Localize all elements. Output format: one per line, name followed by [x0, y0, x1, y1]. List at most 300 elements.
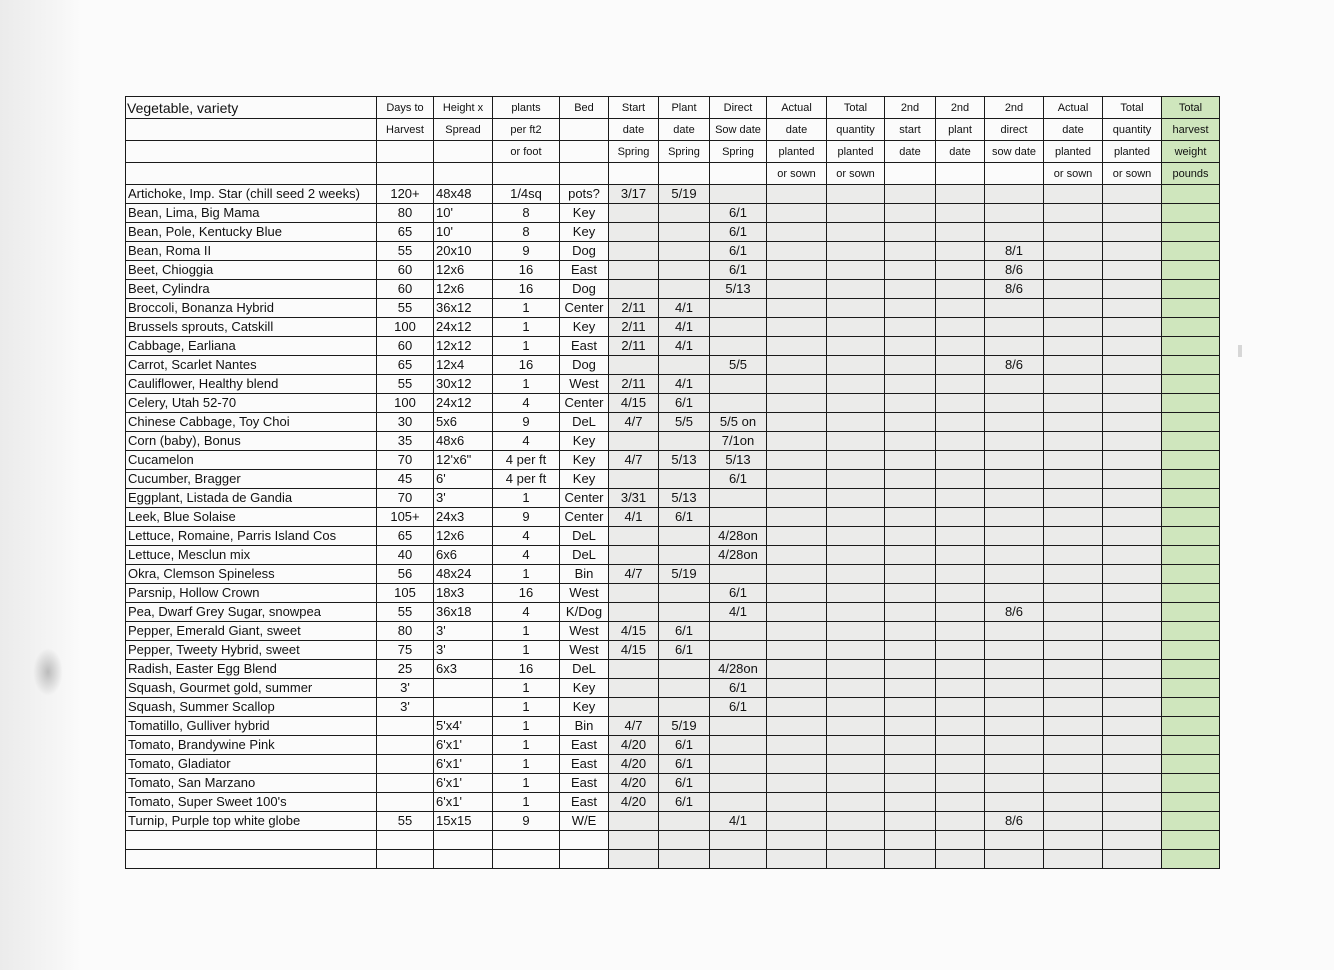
cell-2nd-plant-date — [936, 318, 985, 337]
cell-plants-per-ft: 9 — [493, 242, 560, 261]
cell-direct-sow-spring: 6/1 — [710, 698, 767, 717]
header-cell-2nd-plant-date: date — [936, 141, 985, 163]
cell-plant-date-spring: 4/1 — [659, 375, 710, 394]
cell-2nd-plant-date — [936, 261, 985, 280]
cell-height-spread: 36x18 — [434, 603, 493, 622]
cell-start-date-spring: 2/11 — [609, 318, 659, 337]
cell-height-spread: 30x12 — [434, 375, 493, 394]
cell-start-date-spring: 4/7 — [609, 565, 659, 584]
cell-2nd-actual-date-planted — [1044, 470, 1103, 489]
cell-2nd-plant-date — [936, 375, 985, 394]
cell-plant-date-spring: 6/1 — [659, 641, 710, 660]
cell-2nd-direct-sow: 8/6 — [985, 603, 1044, 622]
cell-direct-sow-spring: 4/28on — [710, 660, 767, 679]
cell-height-spread: 6'x1' — [434, 755, 493, 774]
cell-plant-date-spring: 4/1 — [659, 318, 710, 337]
cell-total-harvest-weight — [1162, 546, 1220, 565]
cell-2nd-direct-sow — [985, 394, 1044, 413]
cell-total-harvest-weight — [1162, 622, 1220, 641]
cell-total-harvest-weight — [1162, 242, 1220, 261]
header-cell-total-harvest-weight: harvest — [1162, 119, 1220, 141]
cell-days-to-harvest: 120+ — [377, 185, 434, 204]
cell-actual-date-planted — [767, 831, 827, 850]
cell-plant-date-spring — [659, 280, 710, 299]
cell-start-date-spring: 2/11 — [609, 337, 659, 356]
cell-total-harvest-weight — [1162, 261, 1220, 280]
table-row — [126, 622, 1220, 641]
cell-actual-date-planted — [767, 774, 827, 793]
cell-height-spread: 48x6 — [434, 432, 493, 451]
cell-height-spread: 6' — [434, 470, 493, 489]
cell-2nd-start-date — [885, 622, 936, 641]
cell-total-quantity-planted — [827, 356, 885, 375]
cell-2nd-total-quantity — [1103, 698, 1162, 717]
cell-plant-date-spring — [659, 679, 710, 698]
cell-plant-date-spring: 5/13 — [659, 489, 710, 508]
header-cell-vegetable-variety — [126, 141, 377, 163]
cell-vegetable-variety: Pepper, Emerald Giant, sweet — [126, 622, 377, 641]
cell-days-to-harvest: 105+ — [377, 508, 434, 527]
cell-2nd-direct-sow — [985, 717, 1044, 736]
cell-days-to-harvest — [377, 736, 434, 755]
cell-2nd-total-quantity — [1103, 812, 1162, 831]
cell-plants-per-ft: 16 — [493, 356, 560, 375]
cell-vegetable-variety: Lettuce, Mesclun mix — [126, 546, 377, 565]
cell-plants-per-ft: 16 — [493, 261, 560, 280]
cell-direct-sow-spring: 6/1 — [710, 223, 767, 242]
cell-bed: East — [560, 774, 609, 793]
header-cell-days-to-harvest — [377, 163, 434, 185]
cell-start-date-spring — [609, 280, 659, 299]
cell-total-quantity-planted — [827, 622, 885, 641]
cell-total-harvest-weight — [1162, 356, 1220, 375]
cell-direct-sow-spring — [710, 375, 767, 394]
cell-total-harvest-weight — [1162, 603, 1220, 622]
cell-direct-sow-spring — [710, 394, 767, 413]
cell-total-quantity-planted — [827, 527, 885, 546]
cell-2nd-start-date — [885, 223, 936, 242]
cell-bed: East — [560, 755, 609, 774]
cell-2nd-start-date — [885, 299, 936, 318]
cell-direct-sow-spring: 6/1 — [710, 242, 767, 261]
cell-height-spread: 6'x1' — [434, 793, 493, 812]
cell-2nd-direct-sow — [985, 204, 1044, 223]
table-row — [126, 584, 1220, 603]
cell-start-date-spring — [609, 223, 659, 242]
cell-2nd-total-quantity — [1103, 641, 1162, 660]
cell-2nd-start-date — [885, 394, 936, 413]
cell-days-to-harvest: 25 — [377, 660, 434, 679]
cell-2nd-plant-date — [936, 432, 985, 451]
cell-total-harvest-weight — [1162, 337, 1220, 356]
cell-direct-sow-spring: 6/1 — [710, 204, 767, 223]
cell-2nd-start-date — [885, 489, 936, 508]
cell-2nd-actual-date-planted — [1044, 679, 1103, 698]
cell-2nd-direct-sow — [985, 375, 1044, 394]
header-cell-direct-sow-spring: Spring — [710, 141, 767, 163]
cell-plants-per-ft: 1 — [493, 489, 560, 508]
header-cell-2nd-direct-sow: direct — [985, 119, 1044, 141]
header-cell-height-spread: Spread — [434, 119, 493, 141]
cell-direct-sow-spring — [710, 717, 767, 736]
cell-actual-date-planted — [767, 793, 827, 812]
cell-plants-per-ft: 1 — [493, 337, 560, 356]
header-cell-bed — [560, 163, 609, 185]
cell-total-quantity-planted — [827, 489, 885, 508]
cell-total-harvest-weight — [1162, 774, 1220, 793]
header-cell-bed — [560, 119, 609, 141]
cell-bed: Center — [560, 299, 609, 318]
cell-2nd-total-quantity — [1103, 736, 1162, 755]
cell-plant-date-spring: 6/1 — [659, 394, 710, 413]
cell-plant-date-spring — [659, 261, 710, 280]
cell-start-date-spring: 4/15 — [609, 394, 659, 413]
cell-total-quantity-planted — [827, 850, 885, 869]
cell-vegetable-variety: Tomato, Gladiator — [126, 755, 377, 774]
cell-2nd-total-quantity — [1103, 432, 1162, 451]
cell-2nd-total-quantity — [1103, 603, 1162, 622]
cell-direct-sow-spring: 4/1 — [710, 812, 767, 831]
table-row — [126, 223, 1220, 242]
cell-bed: DeL — [560, 546, 609, 565]
cell-2nd-direct-sow — [985, 299, 1044, 318]
cell-2nd-direct-sow — [985, 223, 1044, 242]
cell-plants-per-ft: 8 — [493, 223, 560, 242]
cell-2nd-start-date — [885, 717, 936, 736]
cell-2nd-plant-date — [936, 774, 985, 793]
cell-height-spread: 48x24 — [434, 565, 493, 584]
header-cell-actual-date-planted: or sown — [767, 163, 827, 185]
cell-2nd-actual-date-planted — [1044, 280, 1103, 299]
cell-2nd-direct-sow — [985, 451, 1044, 470]
cell-2nd-direct-sow: 8/1 — [985, 242, 1044, 261]
cell-total-harvest-weight — [1162, 736, 1220, 755]
cell-2nd-direct-sow: 8/6 — [985, 812, 1044, 831]
cell-days-to-harvest — [377, 793, 434, 812]
header-cell-2nd-start-date: 2nd — [885, 97, 936, 119]
cell-2nd-total-quantity — [1103, 850, 1162, 869]
header-row — [126, 119, 1220, 141]
cell-total-quantity-planted — [827, 185, 885, 204]
header-cell-2nd-direct-sow: sow date — [985, 141, 1044, 163]
cell-start-date-spring: 4/15 — [609, 622, 659, 641]
cell-2nd-actual-date-planted — [1044, 356, 1103, 375]
cell-direct-sow-spring — [710, 831, 767, 850]
cell-height-spread: 6'x1' — [434, 774, 493, 793]
cell-direct-sow-spring: 4/28on — [710, 527, 767, 546]
cell-2nd-plant-date — [936, 280, 985, 299]
cell-vegetable-variety — [126, 850, 377, 869]
cell-2nd-plant-date — [936, 660, 985, 679]
cell-days-to-harvest: 70 — [377, 489, 434, 508]
cell-vegetable-variety: Lettuce, Romaine, Parris Island Cos — [126, 527, 377, 546]
cell-total-quantity-planted — [827, 755, 885, 774]
cell-total-quantity-planted — [827, 470, 885, 489]
cell-total-quantity-planted — [827, 318, 885, 337]
cell-plants-per-ft: 4 — [493, 527, 560, 546]
cell-vegetable-variety: Tomato, Super Sweet 100's — [126, 793, 377, 812]
cell-height-spread: 3' — [434, 641, 493, 660]
cell-total-quantity-planted — [827, 660, 885, 679]
cell-2nd-direct-sow — [985, 774, 1044, 793]
cell-plant-date-spring — [659, 812, 710, 831]
cell-2nd-start-date — [885, 793, 936, 812]
cell-2nd-actual-date-planted — [1044, 375, 1103, 394]
cell-plant-date-spring — [659, 546, 710, 565]
cell-actual-date-planted — [767, 280, 827, 299]
cell-total-harvest-weight — [1162, 318, 1220, 337]
cell-2nd-total-quantity — [1103, 318, 1162, 337]
cell-2nd-total-quantity — [1103, 451, 1162, 470]
cell-vegetable-variety: Radish, Easter Egg Blend — [126, 660, 377, 679]
cell-2nd-direct-sow — [985, 584, 1044, 603]
cell-vegetable-variety: Cucamelon — [126, 451, 377, 470]
table-row — [126, 337, 1220, 356]
cell-2nd-plant-date — [936, 223, 985, 242]
cell-vegetable-variety: Broccoli, Bonanza Hybrid — [126, 299, 377, 318]
cell-start-date-spring — [609, 527, 659, 546]
cell-plants-per-ft: 4 — [493, 432, 560, 451]
scan-edge — [0, 0, 80, 970]
table-row — [126, 679, 1220, 698]
cell-2nd-actual-date-planted — [1044, 413, 1103, 432]
cell-direct-sow-spring — [710, 755, 767, 774]
header-cell-height-spread — [434, 141, 493, 163]
cell-days-to-harvest — [377, 717, 434, 736]
cell-2nd-start-date — [885, 318, 936, 337]
cell-2nd-plant-date — [936, 641, 985, 660]
cell-height-spread: 12'x6" — [434, 451, 493, 470]
cell-direct-sow-spring: 4/1 — [710, 603, 767, 622]
cell-plant-date-spring — [659, 660, 710, 679]
cell-height-spread: 12x6 — [434, 261, 493, 280]
cell-2nd-direct-sow — [985, 660, 1044, 679]
cell-total-harvest-weight — [1162, 299, 1220, 318]
cell-2nd-plant-date — [936, 755, 985, 774]
cell-vegetable-variety: Bean, Lima, Big Mama — [126, 204, 377, 223]
cell-start-date-spring — [609, 470, 659, 489]
cell-actual-date-planted — [767, 318, 827, 337]
cell-vegetable-variety: Bean, Pole, Kentucky Blue — [126, 223, 377, 242]
cell-2nd-direct-sow — [985, 527, 1044, 546]
cell-2nd-actual-date-planted — [1044, 223, 1103, 242]
table-row — [126, 375, 1220, 394]
cell-plants-per-ft: 1 — [493, 622, 560, 641]
cell-2nd-direct-sow — [985, 337, 1044, 356]
cell-direct-sow-spring: 6/1 — [710, 584, 767, 603]
header-cell-2nd-total-quantity: Total — [1103, 97, 1162, 119]
table-row — [126, 185, 1220, 204]
cell-days-to-harvest: 3' — [377, 698, 434, 717]
cell-vegetable-variety: Corn (baby), Bonus — [126, 432, 377, 451]
cell-direct-sow-spring — [710, 318, 767, 337]
cell-2nd-total-quantity — [1103, 755, 1162, 774]
cell-plants-per-ft: 16 — [493, 280, 560, 299]
cell-bed: Center — [560, 489, 609, 508]
cell-height-spread: 3' — [434, 622, 493, 641]
table-row — [126, 527, 1220, 546]
cell-total-harvest-weight — [1162, 698, 1220, 717]
cell-direct-sow-spring — [710, 185, 767, 204]
table-row — [126, 565, 1220, 584]
cell-plant-date-spring — [659, 584, 710, 603]
cell-bed: Dog — [560, 356, 609, 375]
cell-2nd-total-quantity — [1103, 223, 1162, 242]
cell-days-to-harvest: 45 — [377, 470, 434, 489]
header-cell-height-spread: Height x — [434, 97, 493, 119]
cell-actual-date-planted — [767, 603, 827, 622]
table-row — [126, 204, 1220, 223]
cell-actual-date-planted — [767, 223, 827, 242]
cell-2nd-direct-sow — [985, 831, 1044, 850]
header-cell-direct-sow-spring: Sow date — [710, 119, 767, 141]
cell-height-spread: 24x3 — [434, 508, 493, 527]
cell-2nd-actual-date-planted — [1044, 717, 1103, 736]
cell-bed: Bin — [560, 717, 609, 736]
cell-2nd-plant-date — [936, 185, 985, 204]
cell-total-quantity-planted — [827, 432, 885, 451]
cell-start-date-spring — [609, 546, 659, 565]
cell-total-quantity-planted — [827, 698, 885, 717]
cell-2nd-direct-sow — [985, 565, 1044, 584]
cell-bed: Center — [560, 394, 609, 413]
cell-total-quantity-planted — [827, 508, 885, 527]
cell-plant-date-spring: 5/13 — [659, 451, 710, 470]
cell-total-harvest-weight — [1162, 850, 1220, 869]
cell-vegetable-variety: Beet, Cylindra — [126, 280, 377, 299]
cell-2nd-start-date — [885, 280, 936, 299]
cell-total-quantity-planted — [827, 261, 885, 280]
cell-2nd-direct-sow — [985, 546, 1044, 565]
cell-start-date-spring: 4/7 — [609, 717, 659, 736]
cell-plant-date-spring — [659, 527, 710, 546]
cell-plants-per-ft: 16 — [493, 660, 560, 679]
cell-days-to-harvest: 30 — [377, 413, 434, 432]
cell-start-date-spring: 3/31 — [609, 489, 659, 508]
cell-days-to-harvest: 40 — [377, 546, 434, 565]
cell-bed: DeL — [560, 527, 609, 546]
cell-start-date-spring — [609, 242, 659, 261]
cell-start-date-spring — [609, 831, 659, 850]
cell-2nd-start-date — [885, 603, 936, 622]
cell-actual-date-planted — [767, 698, 827, 717]
cell-bed: Key — [560, 698, 609, 717]
header-cell-actual-date-planted: planted — [767, 141, 827, 163]
cell-plants-per-ft: 1 — [493, 679, 560, 698]
cell-total-harvest-weight — [1162, 584, 1220, 603]
cell-vegetable-variety: Cucumber, Bragger — [126, 470, 377, 489]
cell-plant-date-spring: 4/1 — [659, 337, 710, 356]
cell-2nd-direct-sow — [985, 736, 1044, 755]
cell-2nd-direct-sow — [985, 850, 1044, 869]
cell-plant-date-spring — [659, 242, 710, 261]
cell-2nd-plant-date — [936, 299, 985, 318]
cell-start-date-spring — [609, 432, 659, 451]
header-cell-plants-per-ft — [493, 163, 560, 185]
cell-start-date-spring: 4/1 — [609, 508, 659, 527]
cell-direct-sow-spring: 4/28on — [710, 546, 767, 565]
header-cell-actual-date-planted: Actual — [767, 97, 827, 119]
table-row — [126, 698, 1220, 717]
cell-days-to-harvest: 70 — [377, 451, 434, 470]
header-cell-height-spread — [434, 163, 493, 185]
header-cell-2nd-plant-date — [936, 163, 985, 185]
cell-2nd-actual-date-planted — [1044, 850, 1103, 869]
cell-2nd-actual-date-planted — [1044, 489, 1103, 508]
cell-days-to-harvest: 56 — [377, 565, 434, 584]
cell-total-harvest-weight — [1162, 717, 1220, 736]
cell-2nd-actual-date-planted — [1044, 527, 1103, 546]
header-cell-2nd-direct-sow: 2nd — [985, 97, 1044, 119]
table-body — [126, 97, 1220, 869]
cell-2nd-total-quantity — [1103, 280, 1162, 299]
cell-plant-date-spring — [659, 470, 710, 489]
cell-2nd-total-quantity — [1103, 185, 1162, 204]
cell-plants-per-ft: 4 — [493, 394, 560, 413]
cell-total-harvest-weight — [1162, 679, 1220, 698]
table-row — [126, 546, 1220, 565]
cell-start-date-spring: 2/11 — [609, 375, 659, 394]
cell-total-quantity-planted — [827, 679, 885, 698]
cell-direct-sow-spring — [710, 337, 767, 356]
cell-start-date-spring — [609, 679, 659, 698]
table-row — [126, 470, 1220, 489]
table-row — [126, 774, 1220, 793]
cell-bed: pots? — [560, 185, 609, 204]
cell-total-quantity-planted — [827, 736, 885, 755]
header-cell-total-quantity-planted: or sown — [827, 163, 885, 185]
cell-bed — [560, 850, 609, 869]
cell-height-spread: 12x6 — [434, 527, 493, 546]
header-cell-2nd-actual-date-planted: date — [1044, 119, 1103, 141]
header-cell-total-harvest-weight: Total — [1162, 97, 1220, 119]
cell-vegetable-variety: Pea, Dwarf Grey Sugar, snowpea — [126, 603, 377, 622]
cell-days-to-harvest: 55 — [377, 603, 434, 622]
cell-2nd-actual-date-planted — [1044, 831, 1103, 850]
cell-days-to-harvest: 100 — [377, 318, 434, 337]
cell-plant-date-spring: 5/19 — [659, 717, 710, 736]
cell-bed: Key — [560, 451, 609, 470]
cell-2nd-total-quantity — [1103, 527, 1162, 546]
cell-days-to-harvest: 55 — [377, 242, 434, 261]
cell-total-harvest-weight — [1162, 793, 1220, 812]
cell-2nd-total-quantity — [1103, 356, 1162, 375]
cell-total-quantity-planted — [827, 546, 885, 565]
table-row — [126, 641, 1220, 660]
header-cell-total-quantity-planted: Total — [827, 97, 885, 119]
cell-bed: DeL — [560, 660, 609, 679]
cell-2nd-start-date — [885, 204, 936, 223]
cell-vegetable-variety: Squash, Summer Scallop — [126, 698, 377, 717]
cell-total-harvest-weight — [1162, 755, 1220, 774]
cell-plants-per-ft: 9 — [493, 413, 560, 432]
cell-plant-date-spring — [659, 356, 710, 375]
cell-vegetable-variety: Okra, Clemson Spineless — [126, 565, 377, 584]
header-cell-bed — [560, 141, 609, 163]
cell-2nd-total-quantity — [1103, 242, 1162, 261]
cell-2nd-start-date — [885, 641, 936, 660]
cell-actual-date-planted — [767, 451, 827, 470]
header-cell-vegetable-variety: Vegetable, variety — [126, 97, 377, 119]
cell-days-to-harvest: 105 — [377, 584, 434, 603]
table-row — [126, 717, 1220, 736]
cell-height-spread: 24x12 — [434, 318, 493, 337]
cell-2nd-actual-date-planted — [1044, 793, 1103, 812]
cell-2nd-total-quantity — [1103, 204, 1162, 223]
header-cell-actual-date-planted: date — [767, 119, 827, 141]
cell-actual-date-planted — [767, 413, 827, 432]
planting-sheet — [125, 96, 1219, 868]
